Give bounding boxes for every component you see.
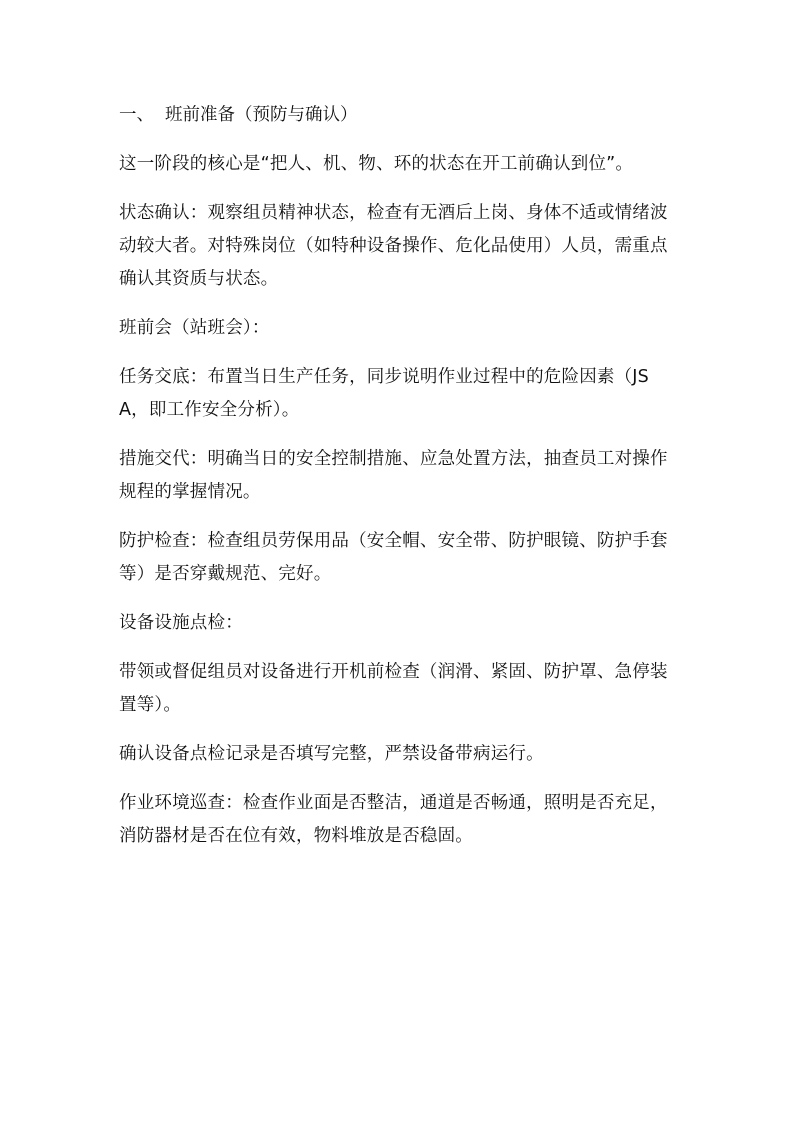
paragraph-equipment-inspection: 设备设施点检： [119, 613, 243, 633]
paragraph-environment-patrol: 作业环境巡查：检查作业面是否整洁，通道是否畅通，照明是否充足，消防器材是否在位有效，物料堆放是否稳固。 [119, 793, 668, 846]
paragraph-inspection-record: 确认设备点检记录是否填写完整，严禁设备带病运行。 [119, 744, 544, 764]
paragraph-status-check: 状态确认：观察组员精神状态，检查有无酒后上岗、身体不适或情绪波动较大者。对特殊岗位（如特种设备操作、危化品使用）人员，需重点确认其资质与状态。 [119, 203, 668, 289]
paragraph-pre-start-check: 带领或督促组员对设备进行开机前检查（润滑、紧固、防护罩、急停装置等）。 [119, 662, 668, 715]
paragraph-protection-check: 防护检查：检查组员劳保用品（安全帽、安全带、防护眼镜、防护手套等）是否穿戴规范、完好。 [119, 531, 668, 584]
section-number: 一、 [119, 105, 154, 125]
paragraph-task-briefing: 任务交底：布置当日生产任务，同步说明作业过程中的危险因素（JSA，即工作安全分析）。 [119, 367, 649, 420]
section-title: 班前准备（预防与确认） [165, 105, 358, 125]
paragraph-measures: 措施交代：明确当日的安全控制措施、应急处置方法，抽查员工对操作规程的掌握情况。 [119, 449, 668, 502]
paragraph-shift-meeting: 班前会（站班会）： [119, 318, 270, 338]
paragraph-core-idea: 这一阶段的核心是“把人、机、物、环的状态在开工前确认到位”。 [119, 154, 634, 174]
section-heading [119, 99, 679, 132]
document-body [119, 99, 679, 869]
